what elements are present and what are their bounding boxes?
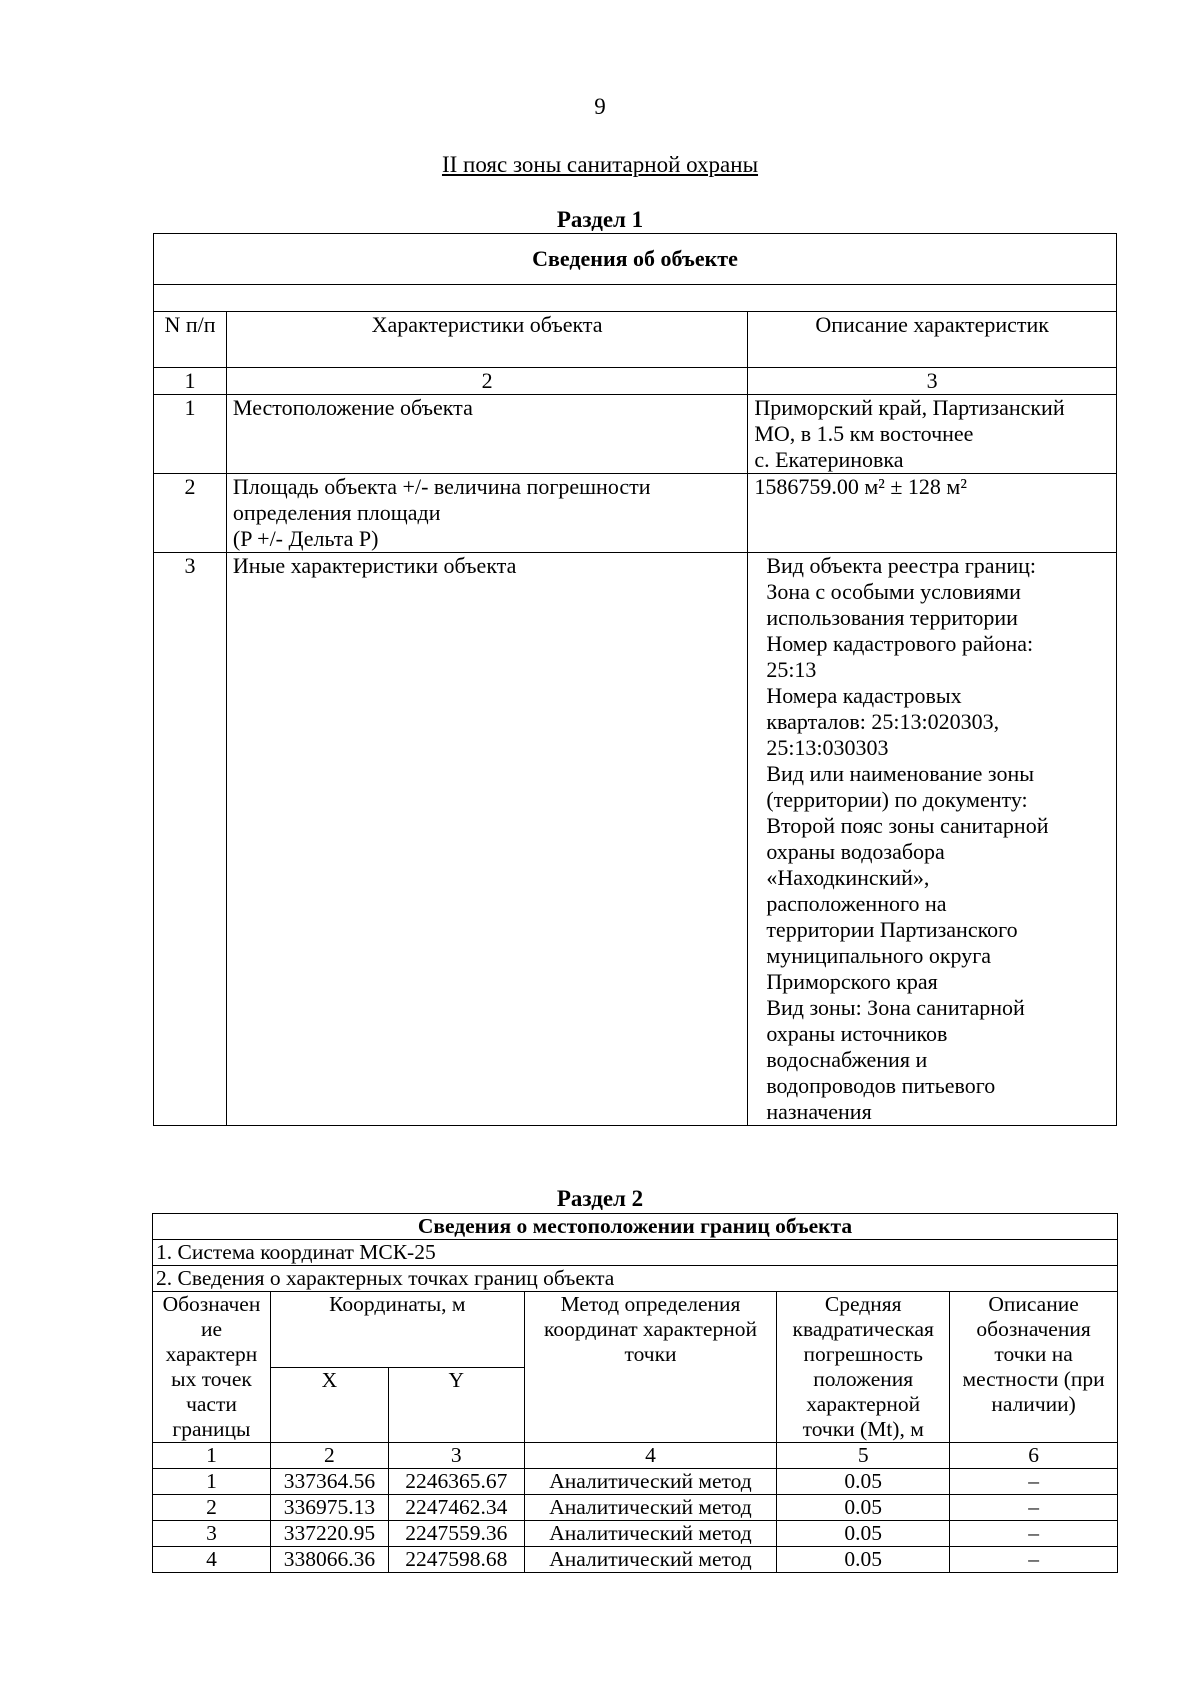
object-info-table [153, 233, 1117, 1126]
col-number-5: 5 [777, 1443, 950, 1469]
col-header-description: Описание характеристик [748, 312, 1117, 368]
description-line: Второй пояс зоны санитарной [766, 813, 1049, 838]
point-x: 337220.95 [270, 1521, 388, 1547]
header-line: Описание [988, 1292, 1079, 1316]
row-number: 1 [154, 395, 227, 474]
description-line: Номер кадастрового района: [766, 631, 1034, 656]
description-line: Вид объекта реестра границ: [766, 553, 1036, 578]
description-line: Приморского края [766, 969, 938, 994]
point-id: 2 [153, 1495, 271, 1521]
blank-row [154, 285, 1117, 312]
description-line: МО, в 1.5 км восточнее [754, 421, 974, 446]
point-method: Аналитический метод [524, 1547, 777, 1573]
header-designation [153, 1292, 271, 1443]
coord-system: 1. Система координат МСК-25 [153, 1240, 1118, 1266]
table-row [153, 1547, 1118, 1573]
header-line: точки (Mt), м [802, 1417, 924, 1441]
point-desc: – [950, 1547, 1118, 1573]
description-line: использования территории [766, 605, 1018, 630]
table-row [153, 1521, 1118, 1547]
description-line: Номера кадастровых [766, 683, 962, 708]
col-number-2: 2 [226, 368, 747, 395]
description-line: Вид или наименование зоны [766, 761, 1035, 786]
object-info-title: Сведения об объекте [154, 234, 1117, 285]
description-line: территории Партизанского [766, 917, 1018, 942]
point-desc: – [950, 1495, 1118, 1521]
header-y: Y [388, 1367, 524, 1443]
description-line: водопроводов питьевого [766, 1073, 996, 1098]
characteristic-line: определения площади [232, 500, 441, 525]
header-line: обозначения [976, 1317, 1091, 1341]
header-line: Обозначен [162, 1292, 261, 1316]
header-x: X [270, 1367, 388, 1443]
row-number: 3 [154, 553, 227, 1126]
header-line: ых точек [171, 1367, 252, 1391]
characteristic-line: (P +/- Дельта P) [232, 526, 379, 551]
point-method: Аналитический метод [524, 1521, 777, 1547]
boundary-table-title: Сведения о местоположении границ объекта [153, 1214, 1118, 1240]
table-row [153, 1495, 1118, 1521]
point-mt: 0.05 [777, 1547, 950, 1573]
description-line: с. Екатериновка [754, 447, 904, 472]
section1-heading: Раздел 1 [556, 207, 644, 232]
description-line: расположенного на [766, 891, 947, 916]
table-row [154, 474, 1117, 553]
page-number: 9 [594, 94, 606, 119]
description-line: водоснабжения и [766, 1047, 928, 1072]
description-line: Зона с особыми условиями [766, 579, 1021, 604]
point-x: 338066.36 [270, 1547, 388, 1573]
col-number-1: 1 [154, 368, 227, 395]
point-desc: – [950, 1469, 1118, 1495]
header-line: характерн [165, 1342, 258, 1366]
col-number-2: 2 [270, 1443, 388, 1469]
header-line: Метод определения [560, 1292, 741, 1316]
point-mt: 0.05 [777, 1521, 950, 1547]
point-y: 2247462.34 [388, 1495, 524, 1521]
description-line: (территории) по документу: [766, 787, 1028, 812]
point-y: 2247559.36 [388, 1521, 524, 1547]
description-line: кварталов: 25:13:020303, [766, 709, 1000, 734]
description-line: охраны источников [766, 1021, 948, 1046]
description-cell [748, 395, 1117, 474]
header-line: характерной [806, 1392, 921, 1416]
table-row [153, 1469, 1118, 1495]
point-x: 337364.56 [270, 1469, 388, 1495]
header-coordinates: Координаты, м [270, 1292, 524, 1368]
point-id: 4 [153, 1547, 271, 1573]
col-number-4: 4 [524, 1443, 777, 1469]
table-row [154, 553, 1117, 1126]
point-y: 2246365.67 [388, 1469, 524, 1495]
point-mt: 0.05 [777, 1495, 950, 1521]
col-number-6: 6 [950, 1443, 1118, 1469]
characteristic-cell: Иные характеристики объекта [226, 553, 747, 1126]
points-title: 2. Сведения о характерных точках границ объекта [153, 1266, 1118, 1292]
table-row [154, 395, 1117, 474]
characteristic-line: Площадь объекта +/- величина погрешности [232, 474, 651, 499]
point-mt: 0.05 [777, 1469, 950, 1495]
row-number: 2 [154, 474, 227, 553]
header-line: границы [172, 1417, 251, 1441]
boundary-points-table [152, 1213, 1118, 1573]
point-method: Аналитический метод [524, 1469, 777, 1495]
header-line: квадратическая [792, 1317, 934, 1341]
header-line: погрешность [803, 1342, 923, 1366]
header-line: точки [624, 1342, 677, 1366]
header-method [524, 1292, 777, 1443]
point-id: 3 [153, 1521, 271, 1547]
description-line: муниципального округа [766, 943, 992, 968]
characteristic-cell: Местоположение объекта [226, 395, 747, 474]
point-x: 336975.13 [270, 1495, 388, 1521]
header-description [950, 1292, 1118, 1443]
header-line: Средняя [824, 1292, 902, 1316]
characteristic-cell [226, 474, 747, 553]
description-line: 25:13 [766, 657, 817, 682]
col-header-n: N п/п [154, 312, 227, 368]
description-line: охраны водозабора [766, 839, 945, 864]
description-line: Приморский край, Партизанский [754, 395, 1065, 420]
col-number-3: 3 [388, 1443, 524, 1469]
col-number-3: 3 [748, 368, 1117, 395]
description-line: «Находкинский», [766, 865, 930, 890]
col-header-characteristics: Характеристики объекта [226, 312, 747, 368]
zone-title: II пояс зоны санитарной охраны [441, 152, 759, 177]
section2-heading: Раздел 2 [556, 1186, 644, 1211]
point-id: 1 [153, 1469, 271, 1495]
header-line: координат характерной [544, 1317, 757, 1341]
col-number-1: 1 [153, 1443, 271, 1469]
description-cell [748, 553, 1117, 1126]
header-line: местности (при [962, 1367, 1105, 1391]
description-line: 25:13:030303 [766, 735, 889, 760]
description-line: назначения [766, 1099, 872, 1124]
point-method: Аналитический метод [524, 1495, 777, 1521]
point-y: 2247598.68 [388, 1547, 524, 1573]
header-line: части [186, 1392, 237, 1416]
point-desc: – [950, 1521, 1118, 1547]
header-line: наличии) [991, 1392, 1076, 1416]
header-error [777, 1292, 950, 1443]
header-line: точки на [994, 1342, 1073, 1366]
description-line: Вид зоны: Зона санитарной [766, 995, 1025, 1020]
description-cell: 1586759.00 м² ± 128 м² [748, 474, 1117, 553]
header-line: положения [813, 1367, 914, 1391]
header-line: ие [200, 1317, 222, 1341]
